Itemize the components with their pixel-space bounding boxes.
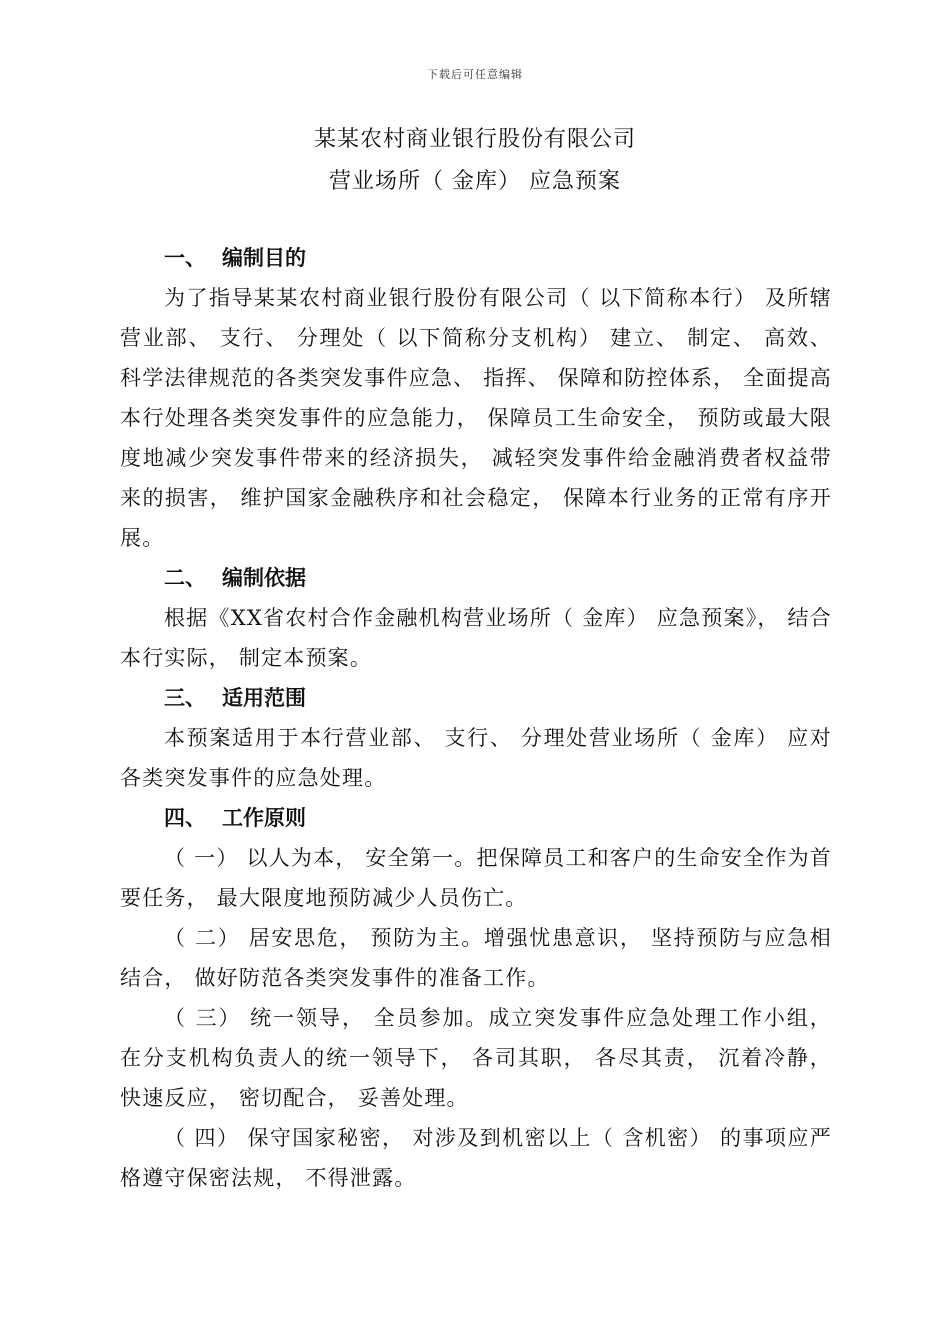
section-title: 工作原则 [222,806,306,830]
paragraph: （ 一） 以人为本， 安全第一。把保障员工和客户的生命安全作为首要任务， 最大限度地预防减少人员伤亡。 [120,846,832,910]
section-number: 一、 [164,246,206,270]
section-title: 编制依据 [222,566,306,590]
section-heading [120,558,832,598]
section-heading [120,678,832,718]
paragraph: （ 四） 保守国家秘密， 对涉及到机密以上（ 含机密） 的事项应严格遵守保密法规， 不得泄露。 [120,1126,832,1190]
paragraph: 根据《XX省农村合作金融机构营业场所（ 金库） 应急预案》， 结合本行实际， 制定本预案。 [120,606,832,670]
section-number: 二、 [164,566,206,590]
document-body [120,238,832,1198]
document-title-line2: 营业场所（ 金库） 应急预案 [329,169,621,194]
document-title-line1: 某某农村商业银行股份有限公司 [313,127,636,152]
paragraph: （ 三） 统一领导， 全员参加。成立突发事件应急处理工作小组， 在分支机构负责人的统一领导下， 各司其职， 各尽其责， 沉着冷静， 快速反应， 密切配合， 妥善处理。 [120,1006,832,1110]
paragraph: 为了指导某某农村商业银行股份有限公司（ 以下简称本行） 及所辖营业部、 支行、 分理处（ 以下简称分支机构） 建立、 制定、 高效、 科学法律规范的各类突发事件应急、 指挥、 保障和防控体系， 全面提高本行处理各类突发事件的应急能力， 保障员工生命安全， 预防或最大限度地减少突发事件带来的经济损失， 减轻突发事件给金融消费者权益带来的损害， 维护国家金融秩序和社会稳定， 保障本行业务的正常有序开展。 [120,286,832,550]
section-title: 适用范围 [222,686,306,710]
section-heading [120,238,832,278]
paragraph: 本预案适用于本行营业部、 支行、 分理处营业场所（ 金库） 应对各类突发事件的应急处理。 [120,726,832,790]
section-number: 三、 [164,686,206,710]
paragraph: （ 二） 居安思危， 预防为主。增强忧患意识， 坚持预防与应急相结合， 做好防范各类突发事件的准备工作。 [120,926,832,990]
section-heading [120,798,832,838]
section-number: 四、 [164,806,206,830]
section-title: 编制目的 [222,246,306,270]
header-note: 下载后可任意编辑 [427,68,523,81]
